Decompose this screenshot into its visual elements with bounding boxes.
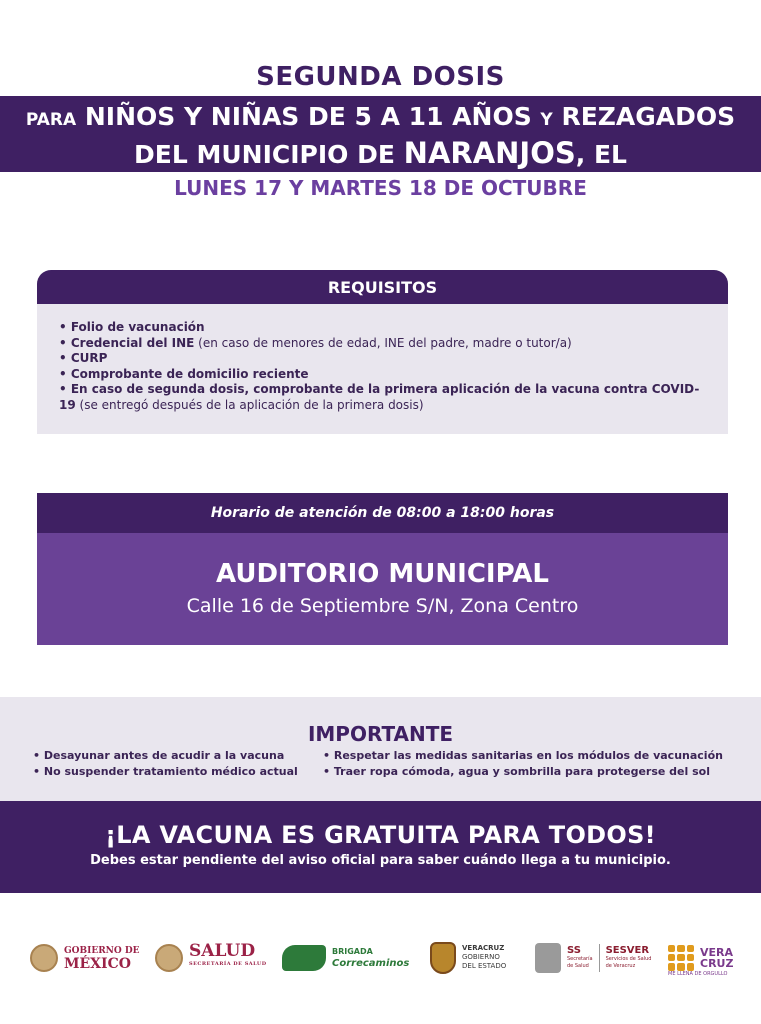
venue-address: Calle 16 de Septiembre S/N, Zona Centro [186, 595, 579, 617]
vc-line-1: VERA [700, 945, 734, 959]
free-vaccine-banner [0, 801, 761, 893]
hero-line-1 [0, 102, 761, 131]
list-item: • Desayunar antes de acudir a la vacuna [33, 749, 285, 762]
salud-sub: SECRETARÍA DE SALUD [189, 960, 267, 967]
sponsor-logos [0, 935, 761, 980]
ss-sub-2: de Salud [567, 963, 589, 969]
venue-name: AUDITORIO MUNICIPAL [216, 559, 549, 589]
vc-line-2: CRUZ [700, 956, 734, 970]
list-item: • Respetar las medidas sanitarias en los módulos de vacunación [323, 749, 723, 762]
list-item: • No suspender tratamiento médico actual [33, 765, 298, 778]
requirements-panel [37, 304, 728, 434]
event-date: LUNES 17 Y MARTES 18 DE OCTUBRE [174, 176, 587, 200]
hero-band [0, 96, 761, 172]
hero-municipality: NARANJOS [403, 136, 576, 170]
list-item: • Folio de vacunación [59, 320, 205, 334]
hero-prefix: PARA [25, 110, 77, 130]
opening-hours: Horario de atención de 08:00 a 18:00 horas [37, 493, 728, 533]
salud-label: SALUD [189, 940, 256, 961]
list-item: • Comprobante de domicilio reciente [59, 366, 309, 381]
requirements-list [59, 320, 709, 413]
brigada-label: BRIGADA [332, 946, 373, 956]
salud-logo [155, 935, 267, 980]
correcaminos-label: Correcaminos [332, 957, 410, 969]
list-item: • Credencial del INE (en caso de menores de edad, INE del padre, madre o tutor/a) [59, 335, 572, 350]
list-item: • CURP [59, 351, 108, 365]
roadrunner-icon [282, 945, 326, 971]
sesver-sub-1: Servicios de Salud [605, 956, 652, 962]
requirements-heading: REQUISITOS [37, 270, 728, 304]
free-subtitle: Debes estar pendiente del aviso oficial para saber cuándo llega a tu municipio. [90, 853, 671, 868]
list-item: • En caso de segunda dosis, comprobante de la primera aplicación de la vacuna contra COVID-19 (se entregó después de la aplicación de la primera dosis) [59, 382, 700, 412]
hero-municipio-prefix: DEL MUNICIPIO DE [134, 140, 395, 169]
gobierno-line-1: GOBIERNO DE [64, 945, 140, 956]
hero-municipio-suffix: , EL [575, 140, 627, 169]
hero-line-2 [0, 136, 761, 170]
page-title: SEGUNDA DOSIS [256, 62, 505, 92]
important-heading: IMPORTANTE [307, 722, 454, 746]
veracruz-line-3: DEL ESTADO [462, 962, 507, 970]
ss-shield-icon [535, 943, 561, 973]
important-right-list [323, 748, 733, 780]
important-left-list [33, 748, 313, 780]
ss-sub-1: Secretaría [567, 956, 593, 962]
veracruz-line-1: VERACRUZ [462, 944, 505, 952]
ss-label: SS [567, 945, 581, 956]
logo-divider [599, 944, 600, 972]
list-item: • Traer ropa cómoda, agua y sombrilla para protegerse del sol [323, 765, 710, 778]
gobierno-mexico-logo [30, 935, 140, 980]
important-panel [0, 697, 761, 801]
veracruz-line-2: GOBIERNO [462, 953, 500, 961]
hero-connector: Y [540, 110, 553, 130]
free-title: ¡LA VACUNA ES GRATUITA PARA TODOS! [105, 821, 656, 849]
salud-seal-icon [155, 944, 183, 972]
vc-tagline: ME LLENA DE ORGULLO [668, 971, 728, 977]
venue-panel [37, 533, 728, 645]
sesver-sub-2: de Veracruz [605, 963, 636, 969]
veracruz-pattern-icon [668, 945, 694, 971]
sesver-label: SESVER [605, 945, 650, 956]
veracruz-shield-icon [430, 942, 456, 974]
hero-rezagados: REZAGADOS [561, 102, 736, 131]
gobierno-line-2: MÉXICO [64, 955, 131, 972]
mexico-seal-icon [30, 944, 58, 972]
hero-audience: NIÑOS Y NIÑAS DE 5 A 11 AÑOS [84, 102, 532, 131]
sesver-logo [535, 935, 651, 980]
veracruz-gobierno-logo [430, 935, 506, 980]
brigada-correcaminos-logo [282, 935, 409, 980]
